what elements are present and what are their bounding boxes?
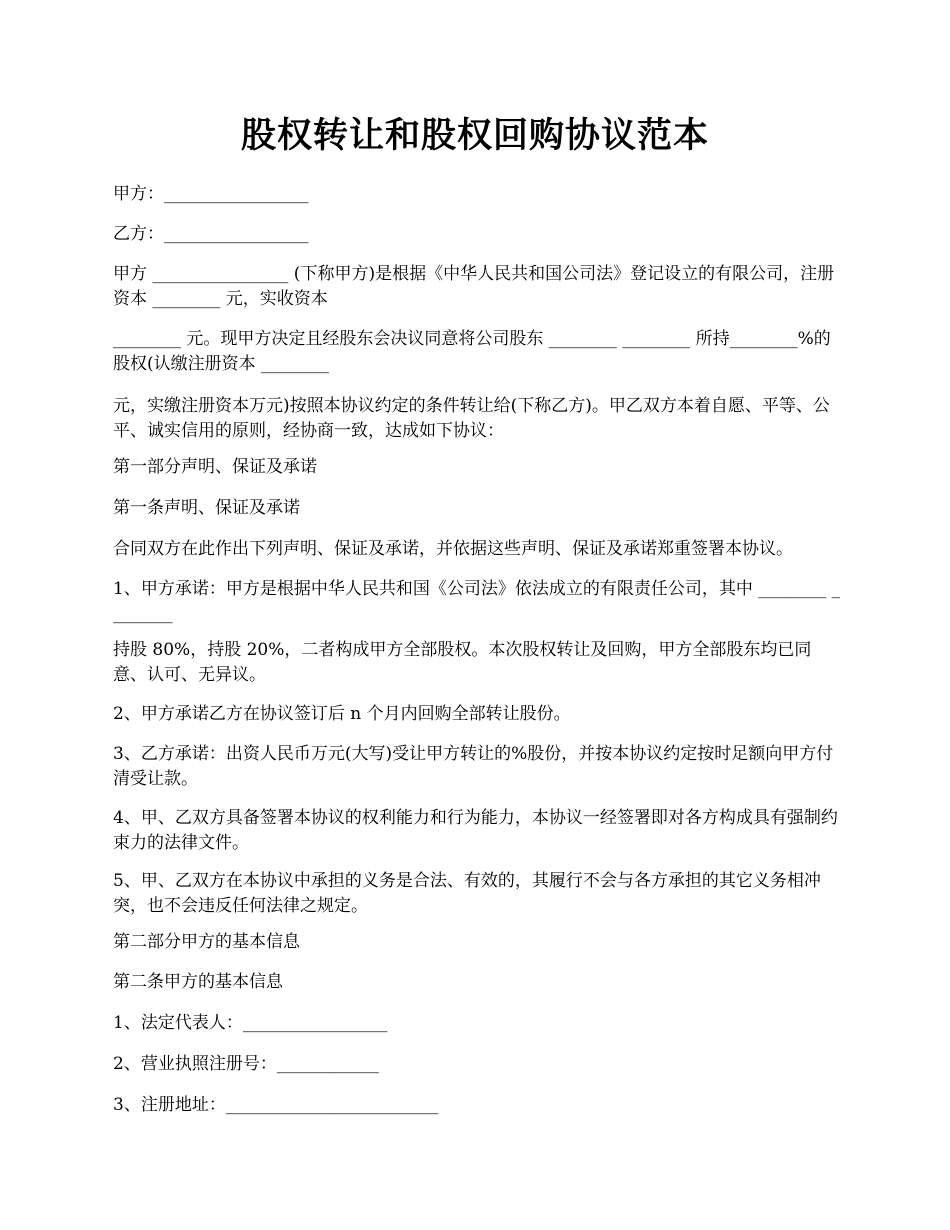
clause-4: 4、甲、乙双方具备签署本协议的权利能力和行为能力，本协议一经签署即对各方构成具有强制约束力的法律文件。 [113,808,838,853]
document-title: 股权转让和股权回购协议范本 [240,115,709,156]
intro-paragraph-1: 甲方 ________________ (下称甲方)是根据《中华人民共和国公司法》登记设立的有限公司，注册资本 ________ 元，实收资本 [113,264,835,309]
legal-representative-line: 1、法定代表人：_________________ [113,1013,388,1033]
intro-paragraph-3: 元，实缴注册资本万元)按照本协议约定的条件转让给(下称乙方)。甲乙双方本着自愿、平等、公平、诚实信用的原则，经协商一致，达成如下协议： [113,396,830,441]
intro-paragraph-2: ________ 元。现甲方决定且经股东会决议同意将公司股东 ________ ________ 所持________%的股权(认缴注册资本 ________ [113,329,831,374]
party-a-line: 甲方：_________________ [113,184,309,204]
article-two-heading: 第二条甲方的基本信息 [113,972,283,992]
clause-2: 2、甲方承诺乙方在协议签订后 n 个月内回购全部转让股份。 [113,704,571,724]
declaration-paragraph: 合同双方在此作出下列声明、保证及承诺，并依据这些声明、保证及承诺郑重签署本协议。 [113,539,793,559]
business-license-line: 2、营业执照注册号：____________ [113,1054,379,1074]
part-two-heading: 第二部分甲方的基本信息 [113,932,300,952]
clause-1: 1、甲方承诺：甲方是根据中华人民共和国《公司法》依法成立的有限责任公司，其中 ________ ________ [113,579,841,624]
article-one-heading: 第一条声明、保证及承诺 [113,498,300,518]
clause-5: 5、甲、乙双方在本协议中承担的义务是合法、有效的，其履行不会与各方承担的其它义务相冲突，也不会违反任何法律之规定。 [113,871,821,916]
part-one-heading: 第一部分声明、保证及承诺 [113,457,317,477]
party-b-line: 乙方：_________________ [113,224,309,244]
registered-address-line: 3、注册地址：_________________________ [113,1095,439,1115]
clause-3: 3、乙方承诺：出资人民币万元(大写)受让甲方转让的%股份，并按本协议约定按时足额向甲方付清受让款。 [113,744,834,789]
clause-1-continued: 持股 80%，持股 20%，二者构成甲方全部股权。本次股权转让及回购，甲方全部股东均已同意、认可、无异议。 [113,640,812,685]
